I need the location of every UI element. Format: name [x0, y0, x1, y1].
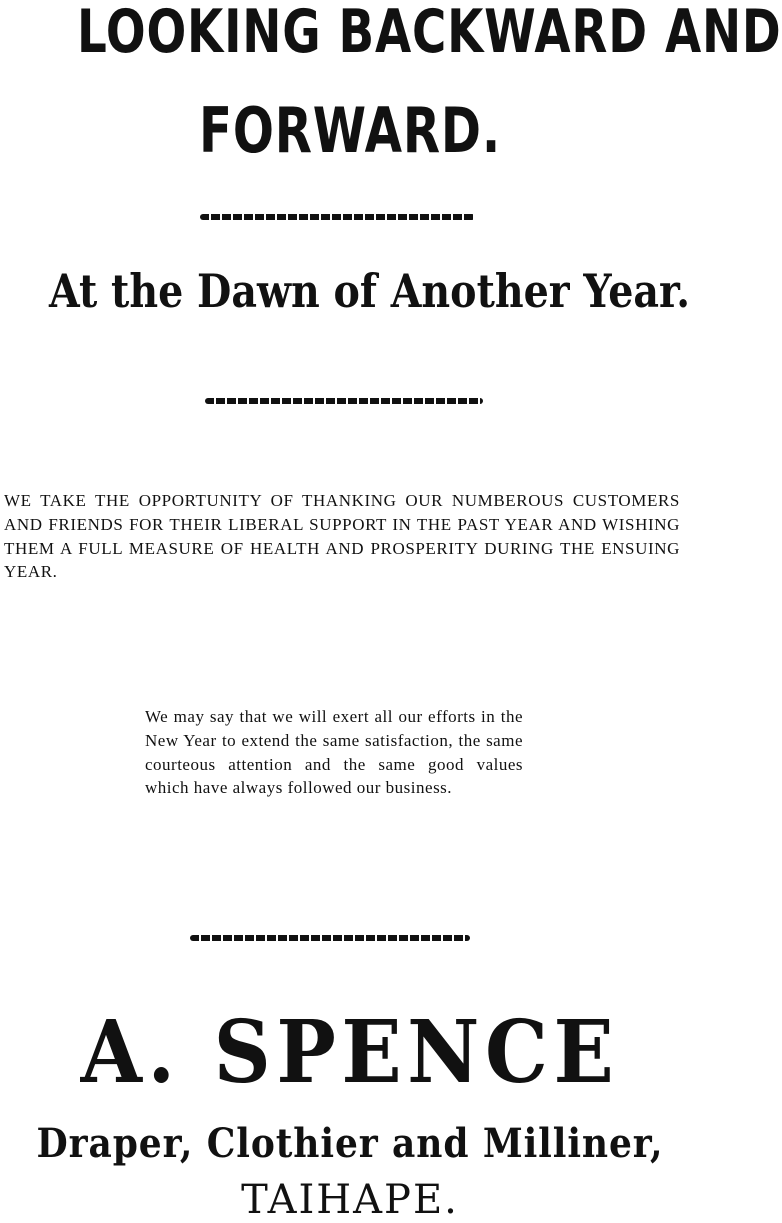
ornamental-rule-bottom: [190, 935, 470, 941]
headline-line-1: LOOKING BACKWARD AND: [77, 0, 782, 67]
ornamental-rule-middle: [205, 398, 483, 404]
promise-paragraph: We may say that we will exert all our efforts in the New Year to extend the same satisfaction, the same courteous attention and the same good values which have always followed our business.: [145, 707, 523, 798]
thanks-paragraph: WE TAKE THE OPPORTUNITY OF THANKING OUR NUMBEROUS CUSTOMERS AND FRIENDS FOR THEIR LIBERAL SUPPORT IN THE PAST YEAR AND WISHING THEM A FULL MEASURE OF HEALTH AND PROSPERITY DURING THE ENSUING YEAR.: [4, 491, 680, 582]
merchant-town: TAIHAPE.: [241, 1177, 459, 1223]
merchant-trade: Draper, Clothier and Milliner,: [36, 1120, 664, 1167]
subheadline: At the Dawn of Another Year.: [49, 264, 690, 318]
headline-line-2: FORWARD.: [199, 94, 501, 167]
merchant-name: A. SPENCE: [80, 1002, 620, 1103]
ornamental-rule-top: [200, 214, 475, 220]
